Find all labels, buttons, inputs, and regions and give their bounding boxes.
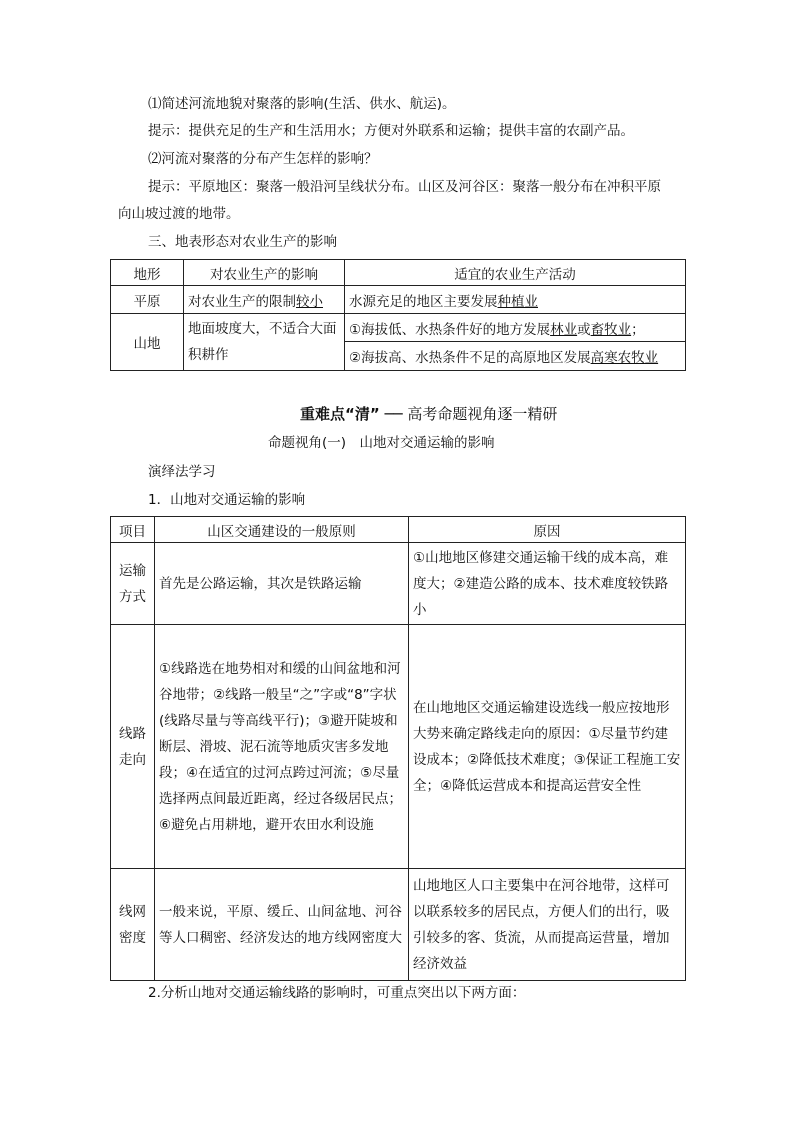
table1-header-terrain: 地形 (111, 260, 184, 286)
terrain-agriculture-table (110, 259, 686, 371)
table2-row-label: 线网密度 (111, 869, 155, 981)
table1-mountain-label: 山地 (111, 314, 184, 371)
method-label: 演绎法学习 (148, 464, 216, 480)
question-1: ⑴简述河流地貌对聚落的影响(生活、供水、航运)。 (148, 96, 456, 112)
table2-row-label: 线路走向 (111, 625, 155, 869)
table2-header-item: 项目 (111, 517, 155, 543)
table2-header-principle: 山区交通建设的一般原则 (155, 517, 409, 543)
table2-row-reason: 山地地区人口主要集中在河谷地带，这样可以联系较多的居民点，方便人们的出行，吸引较多的客、货流，从而提高运营量，增加经济效益 (409, 869, 686, 981)
table2-row-reason: 在山地地区交通运输建设选线一般应按地形大势来确定路线走向的原因：①尽量节约建设成本；②降低技术难度；③保证工程施工安全；④降低运营成本和提高运营安全性 (409, 625, 686, 869)
question-2-answer-line1: 提示：平原地区：聚落一般沿河呈线状分布。山区及河谷区：聚落一般分布在冲积平原 (148, 179, 661, 195)
table1-plain-label: 平原 (111, 286, 184, 314)
table2-header-reason: 原因 (409, 517, 686, 543)
table1-mountain-activity-2: ②海拔高、水热条件不足的高原地区发展高寒农牧业 (345, 342, 686, 371)
table2-row-reason: ①山地地区修建交通运输干线的成本高，难度大；②建造公路的成本、技术难度较铁路小 (409, 543, 686, 625)
section-3-title: 三、地表形态对农业生产的影响 (148, 234, 337, 250)
table2-row-principle: 一般来说，平原、缓丘、山间盆地、河谷等人口稠密、经济发达的地方线网密度大 (155, 869, 409, 981)
item-2: 2.分析山地对交通运输线路的影响时，可重点突出以下两方面： (148, 985, 526, 1001)
table2-row-label: 运输方式 (111, 543, 155, 625)
table1-mountain-activity-1: ①海拔低、水热条件好的地方发展林业或畜牧业； (345, 314, 686, 342)
question-2-answer-line2: 向山坡过渡的地带。 (118, 206, 240, 222)
mountain-transport-table (110, 516, 686, 981)
question-1-answer: 提示：提供充足的生产和生活用水；方便对外联系和运输；提供丰富的农副产品。 (148, 123, 634, 139)
table1-plain-activity: 水源充足的地区主要发展种植业 (345, 286, 686, 314)
table1-header-effect: 对农业生产的影响 (184, 260, 345, 286)
table1-header-activity: 适宜的农业生产活动 (345, 260, 686, 286)
table1-plain-effect: 对农业生产的限制较小 (184, 286, 345, 314)
section-heading: 重难点“清” ── 高考命题视角逐一精研 (300, 405, 558, 423)
question-2: ⑵河流对聚落的分布产生怎样的影响？ (148, 151, 378, 167)
item-1: 1．山地对交通运输的影响 (148, 492, 306, 508)
subheading: 命题视角(一) 山地对交通运输的影响 (268, 435, 495, 451)
table2-row-principle: 首先是公路运输，其次是铁路运输 (155, 543, 409, 625)
table2-row-principle: ①线路选在地势相对和缓的山间盆地和河谷地带；②线路一般呈“之”字或“8”字状(线路尽量与等高线平行)；③避开陡坡和断层、滑坡、泥石流等地质灾害多发地段；④在适宜的过河点跨过河流；⑤尽量选择两点间最近距离，经过各级居民点；⑥避免占用耕地，避开农田水利设施 (155, 625, 409, 869)
table1-mountain-effect: 地面坡度大，不适合大面积耕作 (184, 314, 345, 371)
